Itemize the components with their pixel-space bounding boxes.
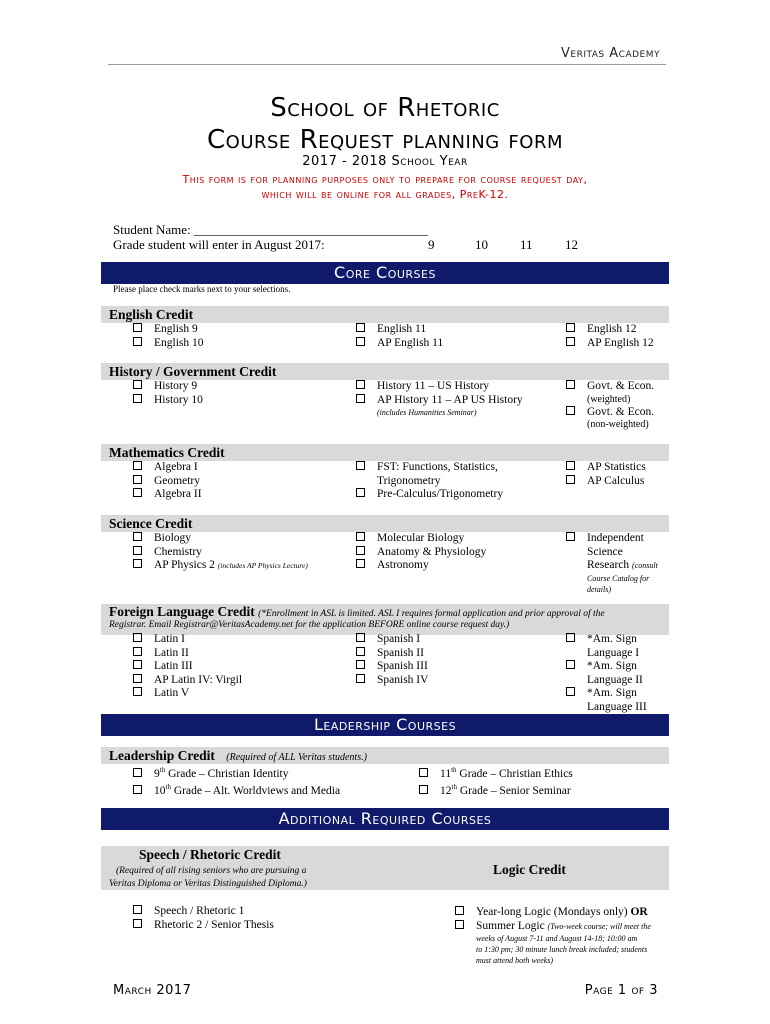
- checkbox-ap-statistics[interactable]: AP Statistics: [566, 461, 646, 475]
- checkbox-icon: [133, 532, 142, 541]
- checkbox-spanish-3[interactable]: Spanish III: [356, 660, 428, 674]
- checkbox-icon: [566, 380, 575, 389]
- notice-line2: which will be online for all grades, PreK-12.: [261, 188, 509, 201]
- checkbox-icon: [133, 674, 142, 683]
- checkbox-icon: [356, 532, 365, 541]
- checkbox-history-9[interactable]: History 9: [133, 380, 203, 394]
- checkbox-ap-history-11[interactable]: AP History 11 – AP US History: [356, 394, 523, 408]
- checkbox-icon: [566, 461, 575, 470]
- checkbox-astronomy[interactable]: Astronomy: [356, 559, 486, 573]
- checkbox-ap-calculus[interactable]: AP Calculus: [566, 475, 646, 489]
- checkbox-icon: [356, 559, 365, 568]
- checkbox-english-10[interactable]: English 10: [133, 337, 204, 351]
- checkbox-icon: [566, 323, 575, 332]
- grade-option-11[interactable]: 11: [520, 237, 533, 252]
- checkbox-icon: [133, 647, 142, 656]
- science-heading: Science Credit: [101, 515, 669, 532]
- speech-heading: Speech / Rhetoric Credit: [139, 847, 281, 862]
- form-title-line1: School of Rhetoric: [270, 93, 500, 123]
- leadership-heading: Leadership Credit: [109, 748, 215, 763]
- checkbox-icon: [133, 633, 142, 642]
- grade-option-10[interactable]: 10: [475, 237, 488, 252]
- checkbox-icon: [133, 461, 142, 470]
- speech-note2: Veritas Diploma or Veritas Distinguished Diploma.): [109, 879, 307, 889]
- history-heading: History / Government Credit: [101, 363, 669, 380]
- checkbox-icon: [356, 633, 365, 642]
- grade-label: Grade student will enter in August 2017:: [113, 237, 325, 252]
- core-courses-bar: Core Courses: [101, 262, 669, 284]
- grade-option-9[interactable]: 9: [428, 237, 435, 252]
- checkbox-precalc[interactable]: Pre-Calculus/Trigonometry: [356, 488, 503, 502]
- research-note2: Course Catalog for: [587, 573, 650, 583]
- school-year: 2017 - 2018 School Year: [302, 154, 468, 169]
- checkbox-grade-12-seminar[interactable]: 12th Grade – Senior Seminar: [419, 781, 573, 798]
- checkbox-independent-research[interactable]: Independent: [566, 532, 658, 546]
- checkbox-icon: [133, 337, 142, 346]
- checkbox-icon: [356, 394, 365, 403]
- checkbox-icon: [356, 674, 365, 683]
- checkbox-english-9[interactable]: English 9: [133, 323, 204, 337]
- checkbox-icon: [566, 660, 575, 669]
- checkbox-asl-2[interactable]: *Am. Sign: [566, 660, 647, 674]
- checkbox-chemistry[interactable]: Chemistry: [133, 546, 308, 560]
- checkbox-geometry[interactable]: Geometry: [133, 475, 202, 489]
- additional-courses-bar: Additional Required Courses: [101, 808, 669, 830]
- research-line3: Research: [587, 559, 630, 571]
- checkbox-icon: [566, 337, 575, 346]
- checkbox-icon: [133, 687, 142, 696]
- checkbox-english-12[interactable]: English 12: [566, 323, 654, 337]
- checkbox-latin-2[interactable]: Latin II: [133, 647, 242, 661]
- checkbox-anatomy[interactable]: Anatomy & Physiology: [356, 546, 486, 560]
- checkbox-icon: [356, 337, 365, 346]
- checkbox-asl-3[interactable]: *Am. Sign: [566, 687, 647, 701]
- fst-continued: Trigonometry: [377, 474, 441, 487]
- physics-note: (includes AP Physics Lecture): [217, 561, 308, 570]
- checkbox-icon: [133, 394, 142, 403]
- checkbox-icon: [133, 785, 142, 794]
- school-name: Veritas Academy: [560, 46, 660, 61]
- checkbox-icon: [133, 905, 142, 914]
- checkbox-spanish-1[interactable]: Spanish I: [356, 633, 428, 647]
- checkbox-ap-english-12[interactable]: AP English 12: [566, 337, 654, 351]
- checkbox-icon: [356, 323, 365, 332]
- student-name-field[interactable]: Student Name: ____________________________________: [113, 222, 428, 237]
- checkbox-algebra-2[interactable]: Algebra II: [133, 488, 202, 502]
- checkbox-icon: [133, 919, 142, 928]
- checkbox-govt-econ-nonweighted[interactable]: Govt. & Econ.: [566, 406, 654, 420]
- header-divider: [108, 64, 666, 65]
- checkbox-icon: [133, 380, 142, 389]
- checkbox-icon: [133, 768, 142, 777]
- checkbox-icon: [566, 532, 575, 541]
- checkbox-ap-latin-4[interactable]: AP Latin IV: Virgil: [133, 674, 242, 688]
- checkbox-rhetoric-2-thesis[interactable]: Rhetoric 2 / Senior Thesis: [133, 919, 274, 933]
- checkbox-year-long-logic[interactable]: Year-long Logic (Mondays only) OR: [455, 906, 670, 920]
- research-line2: Science: [587, 545, 623, 558]
- checkbox-icon: [356, 660, 365, 669]
- checkbox-history-10[interactable]: History 10: [133, 394, 203, 408]
- foreign-note1: (*Enrollment in ASL is limited. ASL I requires formal application and prior approval of the: [258, 609, 605, 619]
- checkbox-grade-10-worldviews[interactable]: 10th Grade – Alt. Worldviews and Media: [133, 781, 340, 798]
- checkbox-spanish-2[interactable]: Spanish II: [356, 647, 428, 661]
- checkbox-grade-9-identity[interactable]: 9th Grade – Christian Identity: [133, 764, 340, 781]
- checkbox-latin-5[interactable]: Latin V: [133, 687, 242, 701]
- checkbox-icon: [419, 768, 428, 777]
- english-heading: English Credit: [101, 306, 669, 323]
- checkbox-icon: [566, 687, 575, 696]
- checkbox-ap-english-11[interactable]: AP English 11: [356, 337, 443, 351]
- logic-note1: (Two-week course; will meet the: [547, 921, 651, 931]
- checkbox-ap-physics-2[interactable]: AP Physics 2 (includes AP Physics Lecture): [133, 559, 308, 573]
- footer-page: Page 1 of 3: [584, 983, 658, 998]
- foreign-note2: Registrar. Email Registrar@VeritasAcademy.net for the application BEFORE online course request day.): [109, 620, 510, 630]
- checkbox-icon: [133, 559, 142, 568]
- checkbox-icon: [133, 488, 142, 497]
- nonweighted-label: (non-weighted): [587, 419, 649, 430]
- checkbox-icon: [455, 906, 464, 915]
- research-note3: details): [587, 584, 611, 594]
- speech-note1: (Required of all rising seniors who are pursuing a: [116, 866, 307, 876]
- checkbox-english-11[interactable]: English 11: [356, 323, 443, 337]
- checkbox-icon: [356, 546, 365, 555]
- checkbox-govt-econ-weighted[interactable]: Govt. & Econ.: [566, 380, 654, 394]
- footer-date: March 2017: [113, 983, 192, 998]
- checkbox-molecular-biology[interactable]: Molecular Biology: [356, 532, 486, 546]
- checkbox-icon: [356, 647, 365, 656]
- logic-note3: to 1:30 pm; 30 minute lunch break included; students: [476, 945, 648, 954]
- checkbox-grade-11-ethics[interactable]: 11th Grade – Christian Ethics: [419, 764, 573, 781]
- checkbox-icon: [566, 475, 575, 484]
- checkbox-icon: [419, 785, 428, 794]
- checkbox-icon: [133, 475, 142, 484]
- checkbox-summer-logic[interactable]: Summer Logic (Two-week course; will meet the: [455, 920, 670, 934]
- form-title-line2: Course Request planning form: [207, 125, 563, 155]
- checkbox-latin-3[interactable]: Latin III: [133, 660, 242, 674]
- checkbox-spanish-4[interactable]: Spanish IV: [356, 674, 428, 688]
- or-label: OR: [630, 906, 648, 918]
- checkbox-icon: [133, 546, 142, 555]
- logic-note4: must attend both weeks): [476, 956, 554, 965]
- asl-1-line2: Language I: [587, 646, 640, 659]
- checkbox-icon: [566, 406, 575, 415]
- checkbox-speech-rhetoric-1[interactable]: Speech / Rhetoric 1: [133, 905, 274, 919]
- checkbox-icon: [356, 461, 365, 470]
- grade-option-12[interactable]: 12: [565, 237, 578, 252]
- logic-heading: Logic Credit: [493, 862, 566, 877]
- checkbox-history-11[interactable]: History 11 – US History: [356, 380, 523, 394]
- asl-2-line2: Language II: [587, 673, 643, 686]
- asl-3-line2: Language III: [587, 700, 647, 713]
- checkbox-icon: [356, 488, 365, 497]
- checkbox-icon: [133, 323, 142, 332]
- checkbox-asl-1[interactable]: *Am. Sign: [566, 633, 647, 647]
- checkbox-fst[interactable]: FST: Functions, Statistics,: [356, 461, 503, 475]
- leadership-courses-bar: Leadership Courses: [101, 714, 669, 736]
- weighted-label: (weighted): [587, 393, 631, 405]
- checkbox-icon: [455, 920, 464, 929]
- checkbox-icon: [566, 633, 575, 642]
- leadership-note: (Required of ALL Veritas students.): [226, 752, 367, 763]
- logic-note2: weeks of August 7-11 and August 14-18; 10:00 am: [476, 934, 638, 943]
- notice-line1: This form is for planning purposes only to prepare for course request day,: [182, 173, 588, 186]
- history-note: (includes Humanities Seminar): [377, 408, 477, 417]
- math-heading: Mathematics Credit: [101, 444, 669, 461]
- instruction-text: Please place check marks next to your selections.: [113, 284, 291, 294]
- checkbox-icon: [356, 380, 365, 389]
- checkbox-algebra-1[interactable]: Algebra I: [133, 461, 202, 475]
- checkbox-biology[interactable]: Biology: [133, 532, 308, 546]
- foreign-heading: Foreign Language Credit: [109, 604, 255, 619]
- research-note1: (consult: [632, 561, 658, 570]
- checkbox-latin-1[interactable]: Latin I: [133, 633, 242, 647]
- checkbox-icon: [133, 660, 142, 669]
